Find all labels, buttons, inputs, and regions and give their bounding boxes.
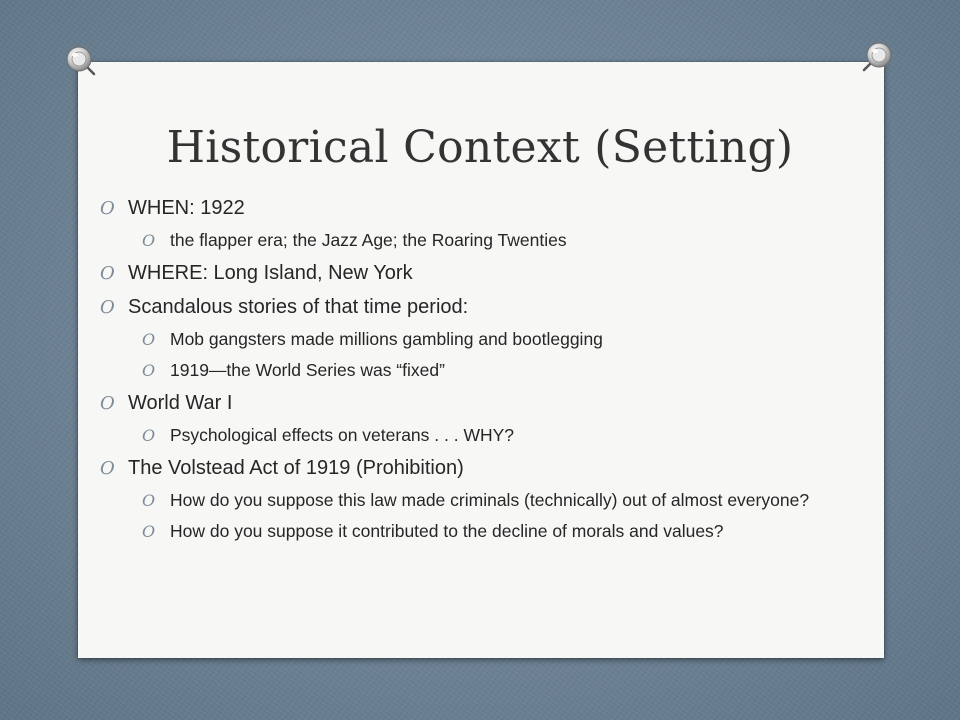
bullet-text: Psychological effects on veterans . . . WHY? bbox=[170, 425, 515, 445]
bullet-marker: O bbox=[100, 263, 115, 284]
sub-bullet-item bbox=[98, 359, 858, 381]
pushpin-icon bbox=[64, 44, 98, 78]
slide-title: Historical Context (Setting) bbox=[166, 122, 794, 173]
bullet-marker: O bbox=[142, 330, 156, 349]
bullet-marker: O bbox=[100, 393, 115, 414]
bullet-text: WHERE: Long Island, New York bbox=[128, 262, 413, 284]
bullet-marker: O bbox=[100, 198, 115, 219]
bullet-marker: O bbox=[142, 522, 156, 541]
bullet-text: The Volstead Act of 1919 (Prohibition) bbox=[128, 457, 464, 479]
sub-bullet-item bbox=[98, 229, 858, 251]
bullet-text: How do you suppose this law made criminals (technically) out of almost everyone? bbox=[170, 490, 810, 510]
sub-bullet-item bbox=[98, 520, 858, 542]
bullet-item bbox=[98, 294, 858, 320]
bullet-item bbox=[98, 390, 858, 416]
bullet-text: Mob gangsters made millions gambling and bootlegging bbox=[170, 329, 603, 349]
sub-bullet-item bbox=[98, 489, 858, 511]
bullet-text: How do you suppose it contributed to the decline of morals and values? bbox=[170, 521, 724, 541]
bullet-text: World War I bbox=[128, 392, 233, 414]
bullet-marker: O bbox=[142, 361, 156, 380]
bullet-item bbox=[98, 260, 858, 286]
bullet-marker: O bbox=[142, 426, 156, 445]
pushpin-icon bbox=[860, 40, 894, 74]
bullet-item bbox=[98, 455, 858, 481]
bullet-text: Scandalous stories of that time period: bbox=[128, 296, 469, 318]
bullet-marker: O bbox=[100, 297, 115, 318]
bullet-item bbox=[98, 195, 858, 221]
sub-bullet-item bbox=[98, 328, 858, 350]
sub-bullet-item bbox=[98, 424, 858, 446]
bullet-marker: O bbox=[100, 458, 115, 479]
bullet-text: the flapper era; the Jazz Age; the Roaring Twenties bbox=[170, 230, 567, 250]
bullet-marker: O bbox=[142, 491, 156, 510]
bullet-list bbox=[98, 195, 858, 551]
bullet-text: WHEN: 1922 bbox=[128, 197, 245, 219]
bullet-marker: O bbox=[142, 231, 156, 250]
bullet-text: 1919—the World Series was “fixed” bbox=[170, 360, 445, 380]
